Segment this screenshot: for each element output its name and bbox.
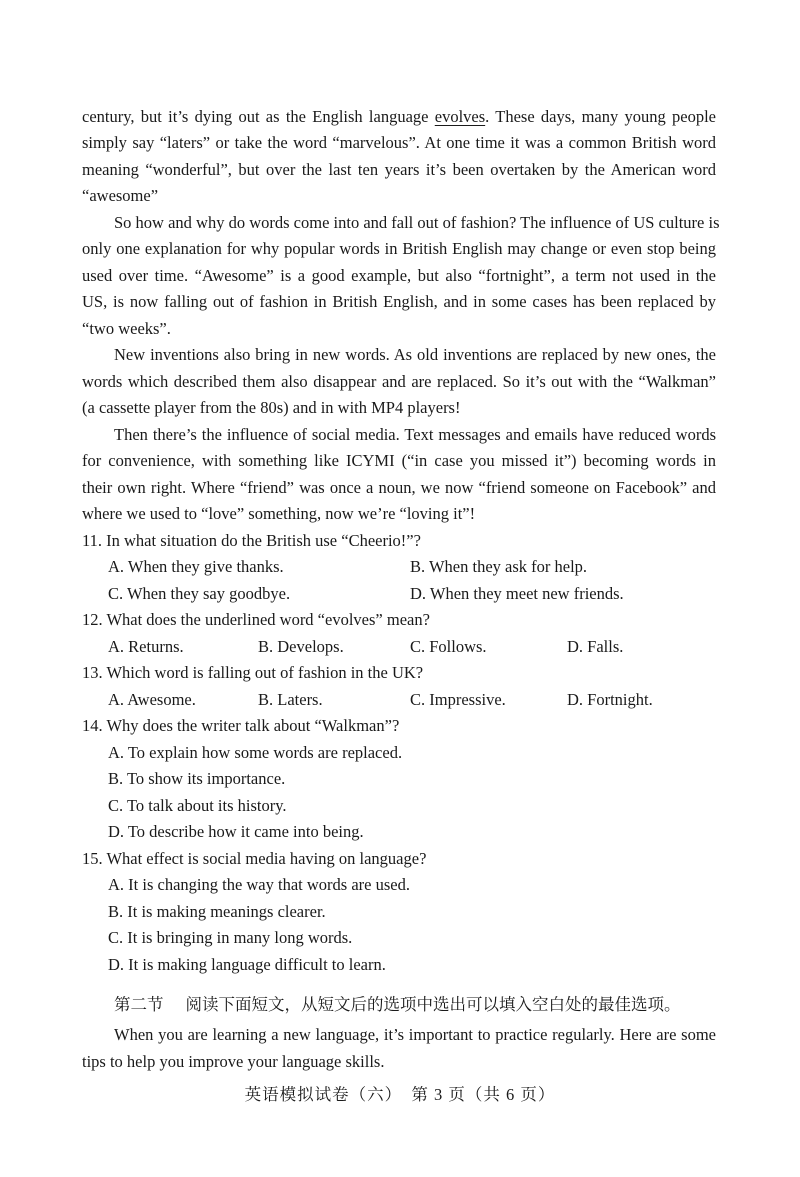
option-12-d: D. Falls.: [567, 637, 624, 656]
page-footer: 英语模拟试卷（六） 第 3 页（共 6 页）: [244, 1085, 556, 1104]
passage-line: for convenience, with something like ICYMI (“in case you missed it”) becoming words in: [82, 451, 716, 470]
passage-line: only one explanation for why popular words in British English may change or even stop being: [82, 239, 716, 258]
passage-line: So how and why do words come into and fall out of fashion? The influence of US culture is: [114, 213, 720, 232]
option-14-b: B. To show its importance.: [108, 769, 286, 788]
option-13-d: D. Fortnight.: [567, 690, 653, 709]
passage-line: US, is now falling out of fashion in British English, and in some cases has been replaced by: [82, 292, 716, 311]
passage-line: (a cassette player from the 80s) and in with MP4 players!: [82, 398, 461, 417]
passage-line: “two weeks”.: [82, 319, 171, 338]
passage-line: Then there’s the influence of social media. Text messages and emails have reduced words: [114, 425, 716, 444]
passage-line: century, but it’s dying out as the English language evolves. These days, many young people: [82, 107, 716, 126]
passage-line: When you are learning a new language, it’s important to practice regularly. Here are some: [114, 1025, 716, 1044]
question-11: 11. In what situation do the British use “Cheerio!”?: [82, 531, 421, 550]
section-heading: [114, 995, 681, 1015]
section-number: 第二节: [114, 995, 164, 1014]
passage-line: their own right. Where “friend” was once a noun, we now “friend someone on Facebook” and: [82, 478, 716, 497]
question-15: 15. What effect is social media having on language?: [82, 849, 427, 868]
option-11-a: A. When they give thanks.: [108, 557, 284, 576]
question-12: 12. What does the underlined word “evolves” mean?: [82, 610, 430, 629]
question-13: 13. Which word is falling out of fashion in the UK?: [82, 663, 424, 682]
option-11-d: D. When they meet new friends.: [410, 584, 624, 603]
passage-line: tips to help you improve your language skills.: [82, 1052, 385, 1071]
passage-line: “awesome”: [82, 186, 159, 205]
option-12-a: A. Returns.: [108, 637, 184, 656]
section-instruction: 阅读下面短文，从短文后的选项中选出可以填入空白处的最佳选项。: [185, 995, 681, 1014]
option-12-c: C. Follows.: [410, 637, 487, 656]
passage-line: meaning “wonderful”, but over the last ten years it’s been overtaken by the American word: [82, 160, 716, 179]
option-12-b: B. Develops.: [258, 637, 344, 656]
option-15-d: D. It is making language difficult to learn.: [108, 955, 386, 974]
option-11-c: C. When they say goodbye.: [108, 584, 291, 603]
underlined-word: evolves: [434, 107, 486, 126]
option-11-b: B. When they ask for help.: [410, 557, 588, 576]
option-13-b: B. Laters.: [258, 690, 323, 709]
passage-line: New inventions also bring in new words. As old inventions are replaced by new ones, the: [114, 345, 716, 364]
option-14-c: C. To talk about its history.: [108, 796, 287, 815]
question-14: 14. Why does the writer talk about “Walkman”?: [82, 716, 400, 735]
option-13-c: C. Impressive.: [410, 690, 506, 709]
option-15-b: B. It is making meanings clearer.: [108, 902, 326, 921]
passage-line: used over time. “Awesome” is a good example, but also “fortnight”, a term not used in the: [82, 266, 716, 285]
option-15-a: A. It is changing the way that words are used.: [108, 875, 410, 894]
passage-line: simply say “laters” or take the word “marvelous”. At one time it was a common British word: [82, 133, 716, 152]
passage-line: where we used to “love” something, now we’re “loving it”!: [82, 504, 476, 523]
option-14-a: A. To explain how some words are replaced.: [108, 743, 403, 762]
option-13-a: A. Awesome.: [108, 690, 196, 709]
passage-line: words which described them also disappear and are replaced. So it’s out with the “Walkman”: [82, 372, 716, 391]
option-14-d: D. To describe how it came into being.: [108, 822, 364, 841]
option-15-c: C. It is bringing in many long words.: [108, 928, 353, 947]
